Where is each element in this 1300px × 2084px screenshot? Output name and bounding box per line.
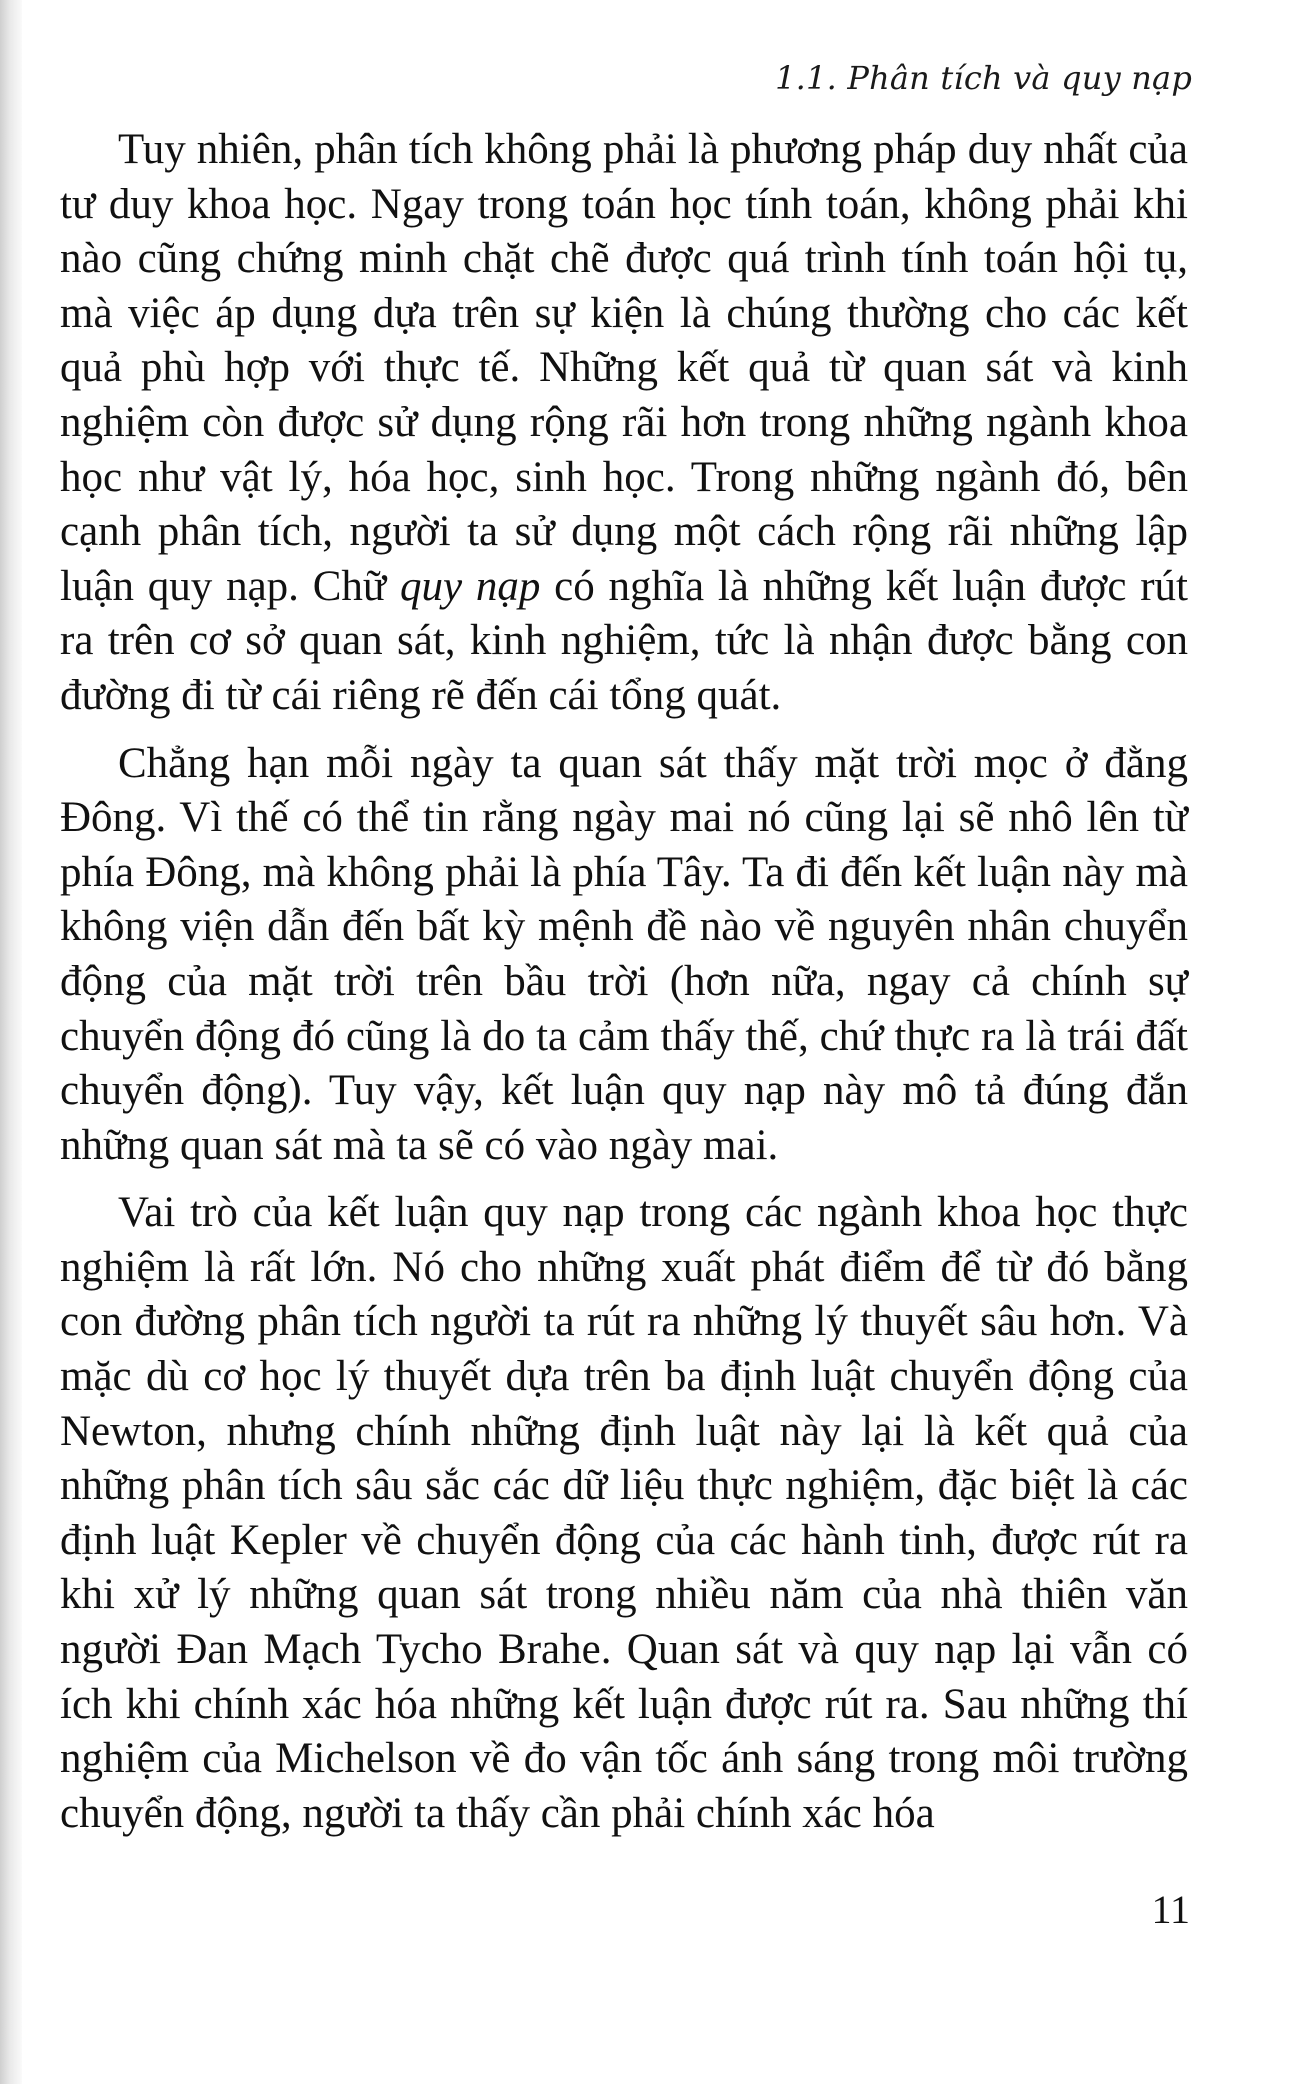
paragraph-text: Tuy nhiên, phân tích không phải là phương pháp duy nhất của tư duy khoa học. Ngay trong toán học tính toán, không phải khi nào cũng chứng minh chặt chẽ được quá trình tính toán hội tụ, mà việc áp dụng dựa trên sự kiện là chúng thường cho các kết quả phù hợp với thực tế. Những kết quả từ quan sát và kinh nghiệm còn được sử dụng rộng rãi hơn trong những ngành khoa học như vật lý, hóa học, sinh học. Trong những ngành đó, bên cạnh phân tích, người ta sử dụng một cách rộng rãi những lập luận quy nạp. Chữ: [60, 126, 1188, 610]
running-head: 1.1. Phân tích và quy nạp: [775, 59, 1192, 97]
paragraph-role-of-induction: Vai trò của kết luận quy nạp trong các ngành khoa học thực nghiệm là rất lớn. Nó cho những xuất phát điểm để từ đó bằng con đường phân tích người ta rút ra những lý thuyết sâu hơn. Và mặc dù cơ học lý thuyết dựa trên ba định luật chuyển động của Newton, nhưng chính những định luật này lại là kết quả của những phân tích sâu sắc các dữ liệu thực nghiệm, đặc biệt là các định luật Kepler về chuyển động của các hành tinh, được rút ra khi xử lý những quan sát trong nhiều năm của nhà thiên văn người Đan Mạch Tycho Brahe. Quan sát và quy nạp lại vẫn có ích khi chính xác hóa những kết luận được rút ra. Sau những thí nghiệm của Michelson về đo vận tốc ánh sáng trong môi trường chuyển động, người ta thấy cần phải chính xác hóa: [60, 1189, 1188, 1837]
paragraph-sunrise-example: Chẳng hạn mỗi ngày ta quan sát thấy mặt trời mọc ở đằng Đông. Vì thế có thể tin rằng ngày mai nó cũng lại sẽ nhô lên từ phía Đông, mà không phải là phía Tây. Ta đi đến kết luận này mà không viện dẫn đến bất kỳ mệnh đề nào về nguyên nhân chuyển động của mặt trời trên bầu trời (hơn nữa, ngay cả chính sự chuyển động đó cũng là do ta cảm thấy thế, chứ thực ra là trái đất chuyển động). Tuy vậy, kết luận quy nạp này mô tả đúng đắn những quan sát mà ta sẽ có vào ngày mai.: [60, 739, 1188, 1169]
page-gutter-shadow: [0, 0, 22, 2084]
paragraph-text: có nghĩa là những kết luận được rút ra trên cơ sở quan sát, kinh nghiệm, tức là nhận được bằng con đường đi từ cái riêng rẽ đến cái tổng quát.: [60, 562, 1189, 719]
body-text: [60, 123, 1188, 1841]
italic-term: quy nạp: [399, 562, 541, 610]
paragraph-analysis-induction: [60, 123, 1188, 724]
page-number: 11: [1151, 1887, 1190, 1932]
